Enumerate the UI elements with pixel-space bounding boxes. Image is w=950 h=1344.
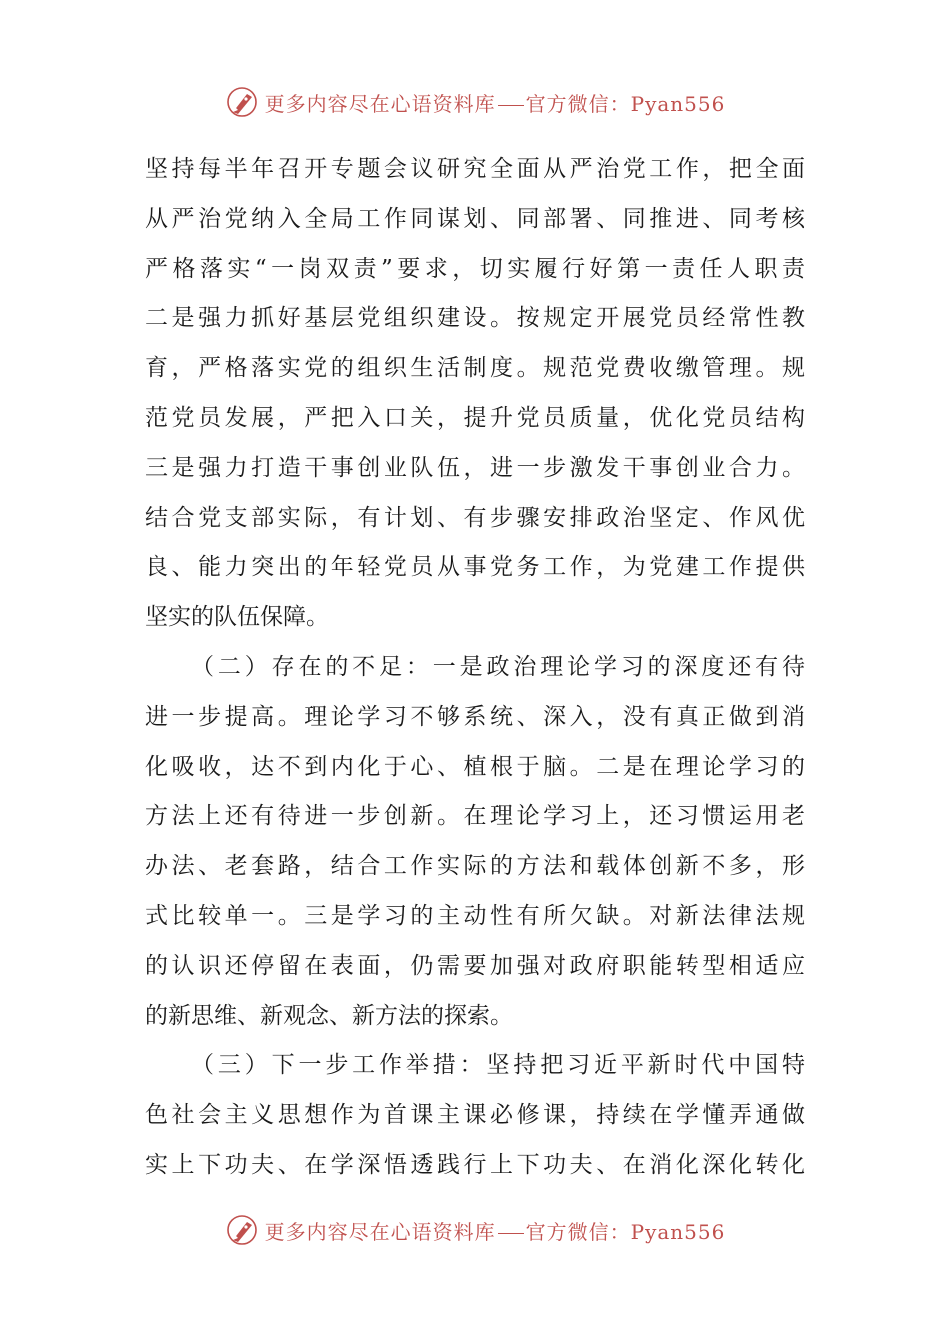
body-line: 范党员发展，严把入口关，提升党员质量，优化党员结构	[145, 404, 805, 431]
watermark-site-name: 更多内容尽在心语资料库	[264, 1219, 496, 1244]
header-watermark-banner	[0, 82, 950, 122]
body-line: 式比较单一。三是学习的主动性有所欠缺。对新法律法规	[145, 902, 805, 929]
watermark-wechat-id: Pyan556	[630, 1219, 726, 1244]
watermark-wechat-id: Pyan556	[630, 91, 726, 116]
body-line: 从严治党纳入全局工作同谋划、同部署、同推进、同考核	[145, 205, 805, 232]
body-line: 方法上还有待进一步创新。在理论学习上，还习惯运用老	[145, 803, 805, 830]
watermark-dash	[498, 105, 524, 106]
body-line: 良、能力突出的年轻党员从事党务工作，为党建工作提供	[145, 554, 805, 581]
body-line: 进一步提高。理论学习不够系统、深入，没有真正做到消	[145, 703, 805, 730]
section-heading-line: （三）下一步工作举措：坚持把习近平新时代中国特	[191, 1052, 805, 1079]
section-heading-line: （二）存在的不足：一是政治理论学习的深度还有待	[191, 653, 805, 680]
body-line: 的新思维、新观念、新方法的探索。	[145, 1002, 513, 1029]
watermark-site-name: 更多内容尽在心语资料库	[264, 91, 496, 116]
body-line: 严格落实“一岗双责”要求，切实履行好第一责任人职责	[145, 255, 805, 282]
watermark-text	[265, 88, 726, 117]
watermark-dash	[498, 1233, 524, 1234]
body-line: 育，严格落实党的组织生活制度。规范党费收缴管理。规	[145, 355, 805, 382]
pen-nib-logo-icon	[225, 85, 259, 119]
body-line: 二是强力抓好基层党组织建设。按规定开展党员经常性教	[145, 305, 805, 332]
body-line: 色社会主义思想作为首课主课必修课，持续在学懂弄通做	[145, 1102, 805, 1129]
body-line: 坚持每半年召开专题会议研究全面从严治党工作，把全面	[145, 156, 805, 182]
watermark-text	[265, 1216, 726, 1245]
watermark-wechat-label: 官方微信：	[525, 91, 631, 116]
pen-nib-logo-icon	[225, 1213, 259, 1247]
body-line: 结合党支部实际，有计划、有步骤安排政治坚定、作风优	[145, 504, 805, 531]
body-line: 的认识还停留在表面，仍需要加强对政府职能转型相适应	[145, 952, 805, 979]
watermark-wechat-label: 官方微信：	[525, 1219, 631, 1244]
body-line: 实上下功夫、在学深悟透践行上下功夫、在消化深化转化	[145, 1151, 805, 1178]
document-body	[145, 145, 805, 1191]
body-line: 办法、老套路，结合工作实际的方法和载体创新不多，形	[145, 853, 805, 880]
body-line: 化吸收，达不到内化于心、植根于脑。二是在理论学习的	[145, 753, 805, 780]
body-line: 坚实的队伍保障。	[145, 604, 329, 631]
body-line: 三是强力打造干事创业队伍，进一步激发干事创业合力。	[145, 454, 805, 481]
footer-watermark-banner	[0, 1210, 950, 1250]
